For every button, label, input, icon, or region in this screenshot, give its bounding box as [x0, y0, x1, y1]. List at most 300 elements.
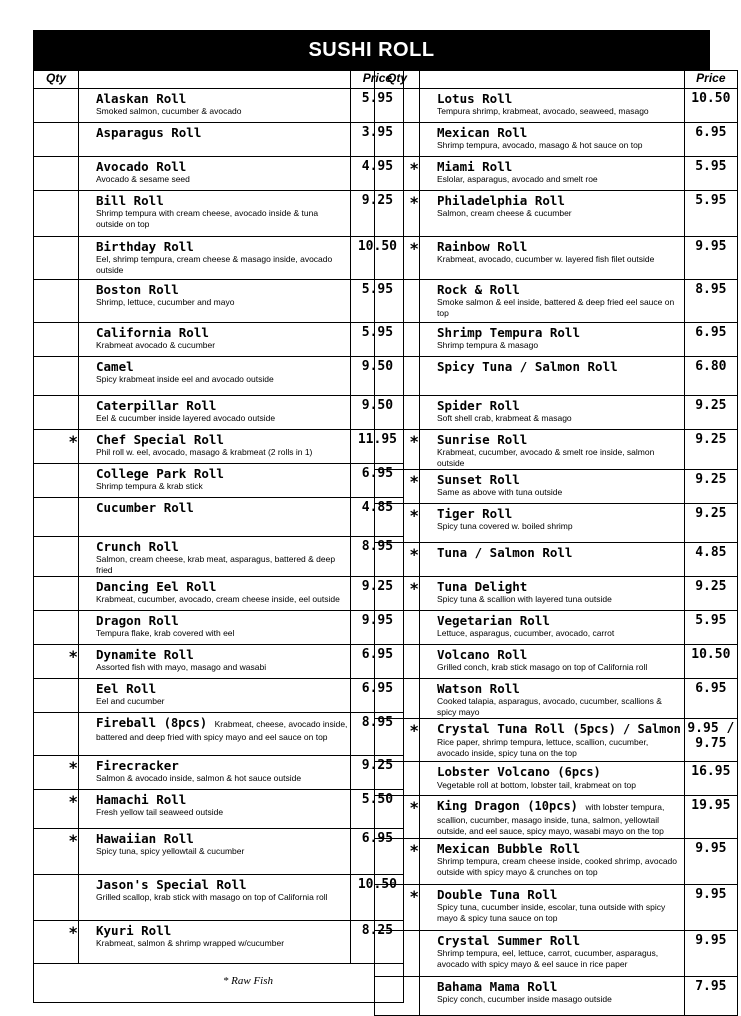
item-description: Lettuce, asparagus, cucumber, avocado, carrot [437, 628, 615, 638]
item-description: Assorted fish with mayo, masago and wasabi [96, 662, 267, 672]
qty-cell[interactable] [34, 123, 79, 157]
menu-item [420, 237, 685, 280]
qty-cell[interactable] [375, 645, 420, 679]
item-name-line [96, 647, 347, 662]
item-description: Smoked salmon, cucumber & avocado [96, 106, 242, 116]
qty-cell[interactable] [375, 357, 420, 396]
item-name: Hawaiian Roll [96, 831, 194, 846]
qty-cell[interactable] [375, 157, 420, 191]
qty-cell[interactable] [34, 577, 79, 611]
menu-row [375, 839, 738, 885]
item-price: 10.50 [684, 89, 737, 123]
qty-cell[interactable] [375, 323, 420, 357]
item-name-line [96, 579, 347, 594]
item-name-line [96, 239, 347, 254]
item-name-line [96, 877, 347, 892]
item-name: Watson Roll [437, 681, 520, 696]
item-price: 5.50 [351, 790, 404, 829]
raw-fish-marker: * [409, 193, 419, 212]
item-name-line [437, 282, 681, 297]
item-name: Eel Roll [96, 681, 157, 696]
menu-row [34, 611, 404, 645]
item-description: Tempura flake, krab covered with eel [96, 628, 235, 638]
item-name: Rainbow Roll [437, 239, 528, 254]
item-name: Double Tuna Roll [437, 887, 558, 902]
menu-item [420, 762, 685, 796]
qty-cell[interactable] [375, 123, 420, 157]
qty-cell[interactable] [375, 470, 420, 504]
menu-row [375, 679, 738, 719]
menu-row [34, 645, 404, 679]
item-price: 4.85 [684, 543, 737, 577]
item-price: 9.95 [684, 839, 737, 885]
qty-cell[interactable] [375, 611, 420, 645]
raw-fish-marker: * [409, 159, 419, 178]
item-name: Vegetarian Roll [437, 613, 550, 628]
item-description: Krabmeat, salmon & shrimp wrapped w/cucumber [96, 938, 285, 948]
item-price: 11.95 [351, 430, 404, 464]
item-name-line [96, 432, 347, 447]
menu-row [34, 921, 404, 964]
menu-row [375, 237, 738, 280]
item-name: Boston Roll [96, 282, 179, 297]
item-price: 9.95 [684, 237, 737, 280]
item-name: Bill Roll [96, 193, 164, 208]
menu-row [34, 280, 404, 323]
item-name-line [96, 792, 347, 807]
qty-cell[interactable] [34, 498, 79, 537]
menu-item [79, 191, 351, 237]
item-pieces: (6pcs) [557, 765, 601, 779]
menu-item [420, 977, 685, 1016]
item-name-line [96, 398, 347, 413]
item-name: Firecracker [96, 758, 179, 773]
item-name: Chef Special Roll [96, 432, 224, 447]
item-name: Tuna Delight [437, 579, 528, 594]
item-name-line [96, 923, 347, 938]
item-description: Krabmeat, cucumber, avocado & smelt roe inside, salmon outside [437, 447, 655, 468]
menu-row [34, 829, 404, 875]
item-description-inline: Krabmeat, cheese, avocado inside, [214, 719, 348, 729]
item-price: 6.95 [351, 645, 404, 679]
menu-row [375, 611, 738, 645]
item-price: 7.95 [684, 977, 737, 1016]
item-price: 9.95 [351, 611, 404, 645]
menu-item [79, 357, 351, 396]
price-header: Price [684, 71, 737, 89]
raw-fish-marker: * [68, 792, 78, 811]
qty-cell[interactable] [375, 430, 420, 470]
qty-cell[interactable] [34, 679, 79, 713]
menu-row [375, 396, 738, 430]
qty-cell[interactable] [34, 875, 79, 921]
item-description: Grilled scallop, krab stick with masago on top of California roll [96, 892, 328, 902]
qty-cell[interactable] [34, 191, 79, 237]
item-price: 4.95 [351, 157, 404, 191]
item-description: Eslolar, asparagus, avocado and smelt roe [437, 174, 598, 184]
item-name: Dynamite Roll [96, 647, 194, 662]
item-name: Tiger Roll [437, 506, 513, 521]
item-description: Shrimp tempura, avocado, masago & hot sauce on top [437, 140, 643, 150]
item-description: Fresh yellow tail seaweed outside [96, 807, 224, 817]
menu-item [420, 191, 685, 237]
item-description: Same as above with tuna outside [437, 487, 563, 497]
item-name: Crystal Summer Roll [437, 933, 580, 948]
menu-item [79, 464, 351, 498]
menu-item [420, 280, 685, 323]
item-description: Spicy tuna & scallion with layered tuna outside [437, 594, 612, 604]
item-name-line [437, 398, 681, 413]
menu-row [34, 577, 404, 611]
item-name: College Park Roll [96, 466, 224, 481]
item-description: Grilled conch, krab stick masago on top of California roll [437, 662, 648, 672]
raw-fish-marker: * [68, 432, 78, 451]
menu-item [79, 396, 351, 430]
item-name: Kyuri Roll [96, 923, 172, 938]
item-name-line [437, 545, 681, 560]
menu-item [420, 796, 685, 839]
item-price: 9.25 [351, 191, 404, 237]
qty-cell[interactable] [34, 323, 79, 357]
item-price: 10.50 [351, 875, 404, 921]
item-name: Caterpillar Roll [96, 398, 217, 413]
item-price: 5.95 [684, 611, 737, 645]
item-description: Shrimp tempura, cream cheese inside, cooked shrimp, avocado outside with spicy mayo & crunches on top [437, 856, 678, 877]
menu-row [375, 123, 738, 157]
item-description: Shrimp tempura with cream cheese, avocado inside & tuna outside on top [96, 208, 319, 229]
item-description: Vegetable roll at bottom, lobster tail, krabmeat on top [437, 780, 636, 790]
item-name-line [437, 239, 681, 254]
item-price: 10.50 [684, 645, 737, 679]
qty-cell[interactable] [34, 280, 79, 323]
qty-cell[interactable] [375, 237, 420, 280]
item-description: Spicy tuna, spicy yellowtail & cucumber [96, 846, 245, 856]
qty-cell[interactable] [375, 504, 420, 543]
item-name: Mexican Roll [437, 125, 528, 140]
item-name: Shrimp Tempura Roll [437, 325, 580, 340]
qty-cell[interactable] [34, 357, 79, 396]
item-name-line [437, 764, 681, 780]
item-price: 9.50 [351, 396, 404, 430]
menu-table-right [374, 70, 738, 1016]
item-header [79, 71, 351, 89]
menu-item [420, 470, 685, 504]
qty-cell[interactable] [375, 280, 420, 323]
menu-row [34, 396, 404, 430]
menu-row [375, 470, 738, 504]
footnote-cell [79, 964, 404, 1003]
item-name: Sunset Roll [437, 472, 520, 487]
item-price: 16.95 [684, 762, 737, 796]
menu-item [420, 839, 685, 885]
item-name-line [96, 91, 347, 106]
qty-cell [34, 964, 79, 1003]
item-name: Asparagus Roll [96, 125, 202, 140]
menu-item [420, 543, 685, 577]
menu-item [79, 713, 351, 756]
item-description: Krabmeat, cucumber, avocado, cream cheese inside, eel outside [96, 594, 340, 604]
raw-fish-marker: * [409, 579, 419, 598]
item-name-line [437, 798, 681, 815]
qty-cell[interactable] [34, 396, 79, 430]
menu-row [375, 762, 738, 796]
item-name: King Dragon [437, 798, 520, 813]
item-price: 8.95 [351, 537, 404, 577]
item-name: Hamachi Roll [96, 792, 187, 807]
qty-cell[interactable] [375, 931, 420, 977]
item-name-line [437, 325, 681, 340]
item-name: Alaskan Roll [96, 91, 187, 106]
item-price: 5.95 [684, 157, 737, 191]
menu-item [79, 679, 351, 713]
menu-row [34, 756, 404, 790]
item-name: Philadelphia Roll [437, 193, 565, 208]
item-name: Cucumber Roll [96, 500, 194, 515]
qty-cell[interactable] [34, 921, 79, 964]
menu-item [420, 931, 685, 977]
menu-row [375, 796, 738, 839]
menu-item [79, 611, 351, 645]
qty-cell[interactable] [375, 977, 420, 1016]
menu-item [79, 790, 351, 829]
item-price: 5.95 [351, 280, 404, 323]
item-price: 6.95 [684, 323, 737, 357]
price-header: Price [351, 71, 404, 89]
raw-fish-footnote: * Raw Fish [222, 975, 274, 987]
qty-cell[interactable] [375, 839, 420, 885]
qty-cell[interactable] [375, 796, 420, 839]
item-name: Miami Roll [437, 159, 513, 174]
item-description: Spicy tuna, cucumber inside, escolar, tuna outside with spicy mayo & spicy tuna sauce on top [437, 902, 666, 923]
item-name: California Roll [96, 325, 209, 340]
item-name-line [437, 887, 681, 902]
menu-row [375, 191, 738, 237]
item-name-line [437, 91, 681, 106]
item-name: Rock & Roll [437, 282, 520, 297]
qty-cell[interactable] [34, 89, 79, 123]
menu-row [375, 280, 738, 323]
item-price: 6.95 [351, 679, 404, 713]
menu-item [420, 157, 685, 191]
qty-cell[interactable] [375, 679, 420, 719]
menu-table-left [33, 70, 404, 1003]
menu-row [375, 645, 738, 679]
raw-fish-marker: * [409, 887, 419, 906]
item-description: Shrimp tempura & masago [437, 340, 539, 350]
menu-row [34, 191, 404, 237]
qty-cell[interactable] [375, 191, 420, 237]
item-name-line [437, 359, 681, 374]
menu-row [34, 157, 404, 191]
item-name-line [437, 579, 681, 594]
qty-cell[interactable] [375, 396, 420, 430]
qty-cell[interactable] [34, 237, 79, 280]
item-price: 6.95 [684, 123, 737, 157]
item-name: Lotus Roll [437, 91, 513, 106]
item-price: 3.95 [351, 123, 404, 157]
menu-item [420, 645, 685, 679]
menu-item [79, 921, 351, 964]
menu-item [420, 719, 685, 762]
menu-row [34, 123, 404, 157]
item-name: Crunch Roll [96, 539, 179, 554]
menu-row [34, 89, 404, 123]
item-price: 9.25 [684, 577, 737, 611]
raw-fish-marker: * [68, 758, 78, 777]
raw-fish-marker: * [68, 647, 78, 666]
item-name: Mexican Bubble Roll [437, 841, 580, 856]
raw-fish-marker: * [409, 545, 419, 564]
qty-cell[interactable] [375, 543, 420, 577]
menu-row [375, 430, 738, 470]
qty-cell[interactable] [34, 645, 79, 679]
item-price: 9.95 / 9.75 [684, 719, 737, 762]
menu-row [34, 357, 404, 396]
item-name-line [437, 432, 681, 447]
menu-item [420, 89, 685, 123]
qty-cell[interactable] [375, 762, 420, 796]
item-name-line [96, 715, 347, 732]
menu-item [420, 123, 685, 157]
menu-title: SUSHI ROLL [33, 30, 710, 70]
item-price: 5.95 [351, 323, 404, 357]
item-name-line [96, 613, 347, 628]
qty-header: Qty [375, 71, 420, 89]
raw-fish-marker: * [409, 239, 419, 258]
item-price: 9.50 [351, 357, 404, 396]
menu-row [34, 537, 404, 577]
menu-row [375, 885, 738, 931]
item-name-line [437, 613, 681, 628]
item-name-line [96, 159, 347, 174]
menu-item [420, 577, 685, 611]
item-description: scallion, cucumber, masago inside, tuna, salmon, yellowtail outside, and eel sauce, spicy mayo, wasabi mayo on the top [437, 815, 664, 836]
item-name-line [437, 933, 681, 948]
menu-row [375, 543, 738, 577]
item-description: Phil roll w. eel, avocado, masago & krabmeat (2 rolls in 1) [96, 447, 313, 457]
item-price: 6.95 [684, 679, 737, 719]
raw-fish-marker: * [68, 831, 78, 850]
qty-cell[interactable] [375, 719, 420, 762]
menu-item [79, 875, 351, 921]
item-pieces: (8pcs) [163, 716, 208, 730]
qty-cell[interactable] [34, 464, 79, 498]
qty-cell[interactable] [34, 713, 79, 756]
item-price: 9.25 [351, 577, 404, 611]
menu-row [34, 237, 404, 280]
menu-item [79, 123, 351, 157]
item-name-line [96, 681, 347, 696]
item-header [420, 71, 685, 89]
item-name-line [96, 282, 347, 297]
menu-item [79, 829, 351, 875]
item-name-line [96, 325, 347, 340]
item-name: Avocado Roll [96, 159, 187, 174]
item-description: Eel, shrimp tempura, cream cheese & masago inside, avocado outside [96, 254, 333, 275]
menu-row [375, 719, 738, 762]
item-description: Shrimp tempura & krab stick [96, 481, 203, 491]
menu-item [79, 577, 351, 611]
item-price: 6.80 [684, 357, 737, 396]
menu-item [79, 89, 351, 123]
item-name-line [96, 539, 347, 554]
raw-fish-marker: * [409, 721, 419, 740]
qty-cell[interactable] [34, 537, 79, 577]
item-description: Krabmeat avocado & cucumber [96, 340, 216, 350]
item-description: Eel & cucumber inside layered avocado outside [96, 413, 276, 423]
item-price: 6.95 [351, 829, 404, 875]
menu-item [420, 504, 685, 543]
qty-cell[interactable] [34, 790, 79, 829]
qty-cell[interactable] [375, 89, 420, 123]
item-name-line [437, 506, 681, 521]
item-name: Fireball [96, 715, 157, 730]
menu-item [79, 756, 351, 790]
qty-cell[interactable] [375, 885, 420, 931]
item-price: 5.95 [684, 191, 737, 237]
item-name-line [96, 758, 347, 773]
item-price: 9.25 [684, 470, 737, 504]
qty-cell[interactable] [34, 611, 79, 645]
qty-cell[interactable] [34, 430, 79, 464]
item-name-line [437, 979, 681, 994]
item-description: Spicy krabmeat inside eel and avocado outside [96, 374, 274, 384]
menu-item [420, 430, 685, 470]
qty-header: Qty [34, 71, 79, 89]
item-name: Tuna / Salmon Roll [437, 545, 573, 560]
item-name-line [96, 831, 347, 846]
item-description: Rice paper, shrimp tempura, lettuce, scallion, cucumber, avocado inside, spicy tuna on the top [437, 737, 649, 758]
item-description: battered and deep fried with spicy mayo and eel sauce on top [96, 732, 328, 742]
item-name-line [437, 841, 681, 856]
menu-row [375, 577, 738, 611]
item-description: Salmon & avocado inside, salmon & hot sauce outside [96, 773, 302, 783]
raw-fish-marker: * [409, 432, 419, 451]
qty-cell[interactable] [34, 756, 79, 790]
menu-row [34, 790, 404, 829]
menu-item [79, 537, 351, 577]
item-name: Sunrise Roll [437, 432, 528, 447]
menu-row [375, 323, 738, 357]
item-price: 19.95 [684, 796, 737, 839]
item-name: Spicy Tuna / Salmon Roll [437, 359, 618, 374]
item-name: Spider Roll [437, 398, 520, 413]
footnote-row [34, 964, 404, 1003]
item-name-line [96, 500, 347, 515]
menu-item [79, 237, 351, 280]
item-price: 9.25 [684, 396, 737, 430]
item-name-line [96, 466, 347, 481]
qty-cell[interactable] [34, 829, 79, 875]
raw-fish-marker: * [409, 841, 419, 860]
item-price: 4.85 [351, 498, 404, 537]
menu-row [375, 504, 738, 543]
menu-item [79, 430, 351, 464]
item-price: 9.95 [684, 885, 737, 931]
item-name: Birthday Roll [96, 239, 194, 254]
menu-item [79, 157, 351, 191]
item-price: 9.95 [684, 931, 737, 977]
menu-row [34, 713, 404, 756]
menu-row [34, 464, 404, 498]
item-description: Avocado & sesame seed [96, 174, 190, 184]
qty-cell[interactable] [34, 157, 79, 191]
item-price: 5.95 [351, 89, 404, 123]
qty-cell[interactable] [375, 577, 420, 611]
menu-item [420, 396, 685, 430]
menu-row [34, 430, 404, 464]
item-price: 9.25 [684, 430, 737, 470]
